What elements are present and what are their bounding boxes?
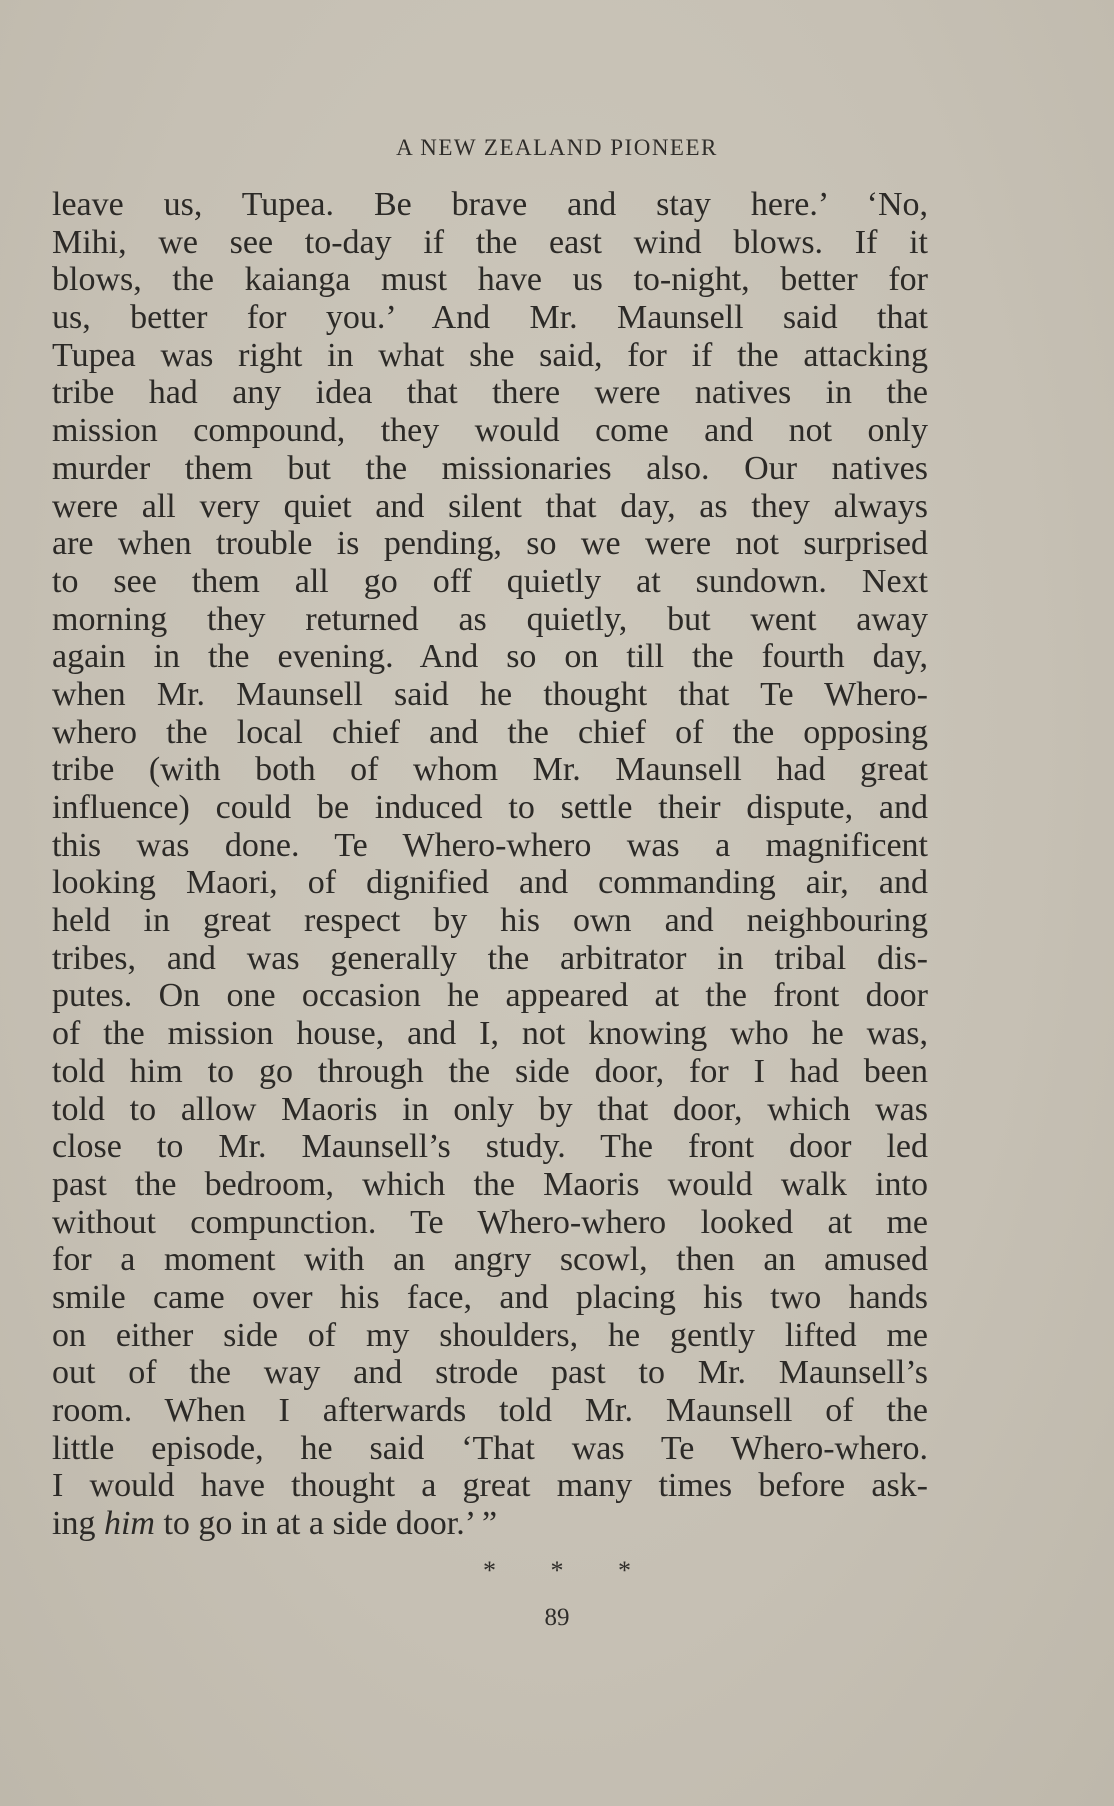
text-line: out of the way and strode past to Mr. Maunsell’s bbox=[52, 1354, 928, 1392]
text-line: us, better for you.’ And Mr. Maunsell said that bbox=[52, 299, 928, 337]
text-line: I would have thought a great many times before ask- bbox=[52, 1467, 928, 1505]
text-line: this was done. Te Whero-whero was a magnificent bbox=[52, 826, 928, 864]
text-line: again in the evening. And so on till the fourth day, bbox=[52, 638, 928, 676]
text-line: little episode, he said ‘That was Te Whero-whero. bbox=[52, 1429, 928, 1467]
text-line: were all very quiet and silent that day, as they always bbox=[52, 487, 928, 525]
text-line: of the mission house, and I, not knowing who he was, bbox=[52, 1015, 928, 1053]
text-line: when Mr. Maunsell said he thought that Te Whero- bbox=[52, 675, 928, 713]
text-line: Mihi, we see to-day if the east wind blows. If it bbox=[52, 223, 928, 261]
text-line: whero the local chief and the chief of the opposing bbox=[52, 713, 928, 751]
text-line: Tupea was right in what she said, for if the attacking bbox=[52, 336, 928, 374]
section-break-asterisms: * * * bbox=[483, 1556, 631, 1585]
text-line: room. When I afterwards told Mr. Maunsell of the bbox=[52, 1392, 928, 1429]
running-head: A NEW ZEALAND PIONEER bbox=[396, 135, 718, 160]
text-line: morning they returned as quietly, but went away bbox=[52, 600, 928, 638]
text-line-last bbox=[52, 1505, 928, 1543]
text-line: without compunction. Te Whero-whero looked at me bbox=[52, 1203, 928, 1241]
text-line: held in great respect by his own and neighbouring bbox=[52, 902, 928, 940]
emphasis-him: him bbox=[103, 1505, 155, 1543]
text-line: tribe had any idea that there were natives in the bbox=[52, 374, 928, 412]
text-line: influence) could be induced to settle their dispute, and bbox=[52, 789, 928, 826]
text-line: tribes, and was generally the arbitrator in tribal dis- bbox=[52, 939, 928, 977]
text-line: told him to go through the side door, for I had been bbox=[52, 1052, 928, 1090]
text-line: on either side of my shoulders, he gently lifted me bbox=[52, 1316, 928, 1354]
text-line: looking Maori, of dignified and commanding air, and bbox=[52, 864, 928, 902]
body-text bbox=[52, 186, 928, 1543]
text-line: to see them all go off quietly at sundown. Next bbox=[52, 562, 928, 600]
page-number: 89 bbox=[544, 1604, 570, 1631]
text-line: mission compound, they would come and not only bbox=[52, 412, 928, 450]
text-line: smile came over his face, and placing his two hands bbox=[52, 1278, 928, 1316]
text-line: for a moment with an angry scowl, then an amused bbox=[52, 1241, 928, 1279]
text-line: past the bedroom, which the Maoris would walk into bbox=[52, 1165, 928, 1203]
text-line: putes. On one occasion he appeared at the front door bbox=[52, 977, 928, 1015]
text-line: leave us, Tupea. Be brave and stay here.’ ‘No, bbox=[52, 186, 928, 223]
text-line: close to Mr. Maunsell’s study. The front door led bbox=[52, 1128, 928, 1166]
last-line-start: ing bbox=[52, 1505, 104, 1543]
text-line: murder them but the missionaries also. Our natives bbox=[52, 449, 928, 487]
text-line: told to allow Maoris in only by that door, which was bbox=[52, 1090, 928, 1128]
last-line-end: to go in at a side door.’ ” bbox=[154, 1505, 498, 1543]
text-line: are when trouble is pending, so we were not surprised bbox=[52, 525, 928, 563]
text-line: tribe (with both of whom Mr. Maunsell had great bbox=[52, 751, 928, 789]
text-line: blows, the kaianga must have us to-night, better for bbox=[52, 261, 928, 299]
